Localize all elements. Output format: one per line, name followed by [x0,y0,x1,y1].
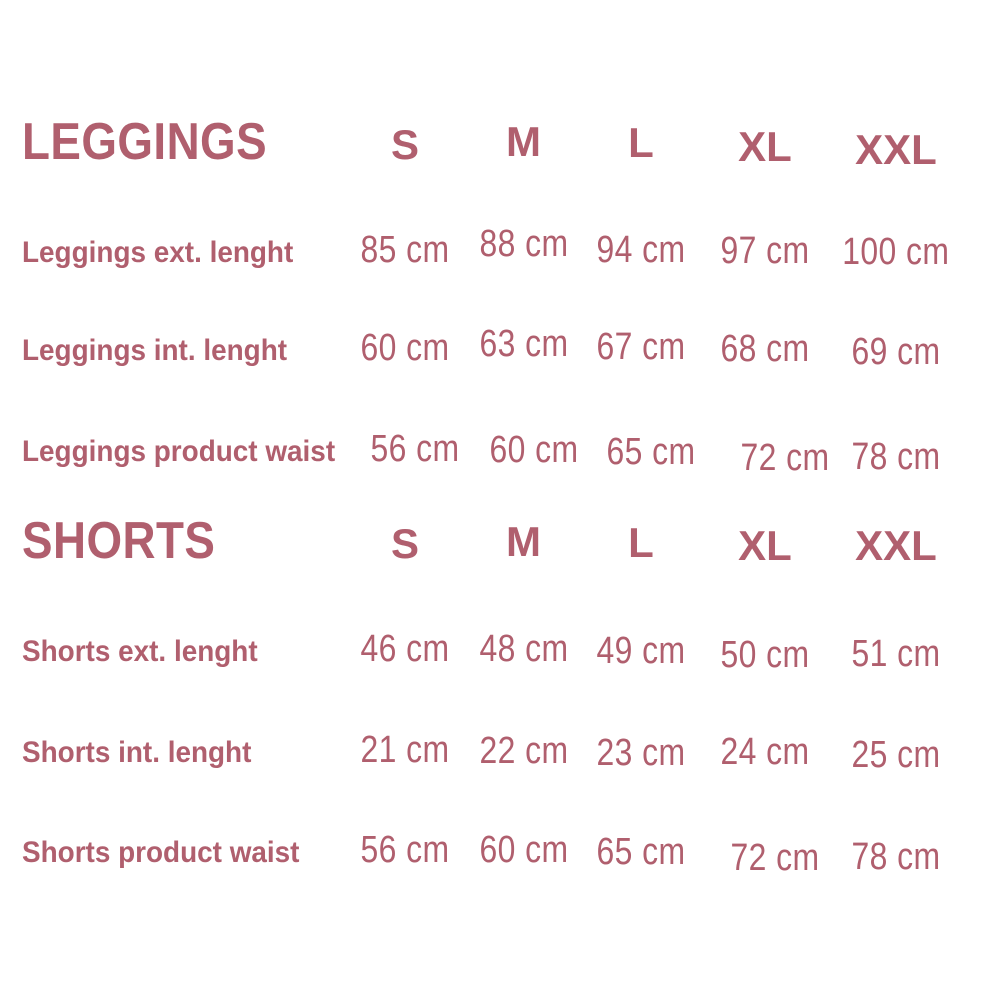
size-header-s: S [390,121,419,168]
size-value: 21 cm [360,729,450,771]
size-value: 88 cm [478,223,569,265]
size-value: 56 cm [360,829,450,871]
size-header-xxl: XXL [855,126,937,173]
size-value: 78 cm [851,836,941,878]
size-value: 65 cm [596,831,686,873]
size-value: 68 cm [720,328,810,370]
size-value: 46 cm [360,628,450,670]
measurement-row [0,323,962,373]
row-label: Shorts product waist [22,836,300,869]
measurement-row [0,223,962,273]
measurement-row [0,428,962,479]
size-value: 51 cm [851,633,941,675]
shorts-section-title: SHORTS [22,512,216,570]
measurement-row [0,829,962,879]
row-label: Shorts int. lenght [22,736,252,769]
size-value: 23 cm [596,732,686,774]
size-value: 97 cm [720,230,810,272]
size-value: 24 cm [720,731,810,773]
size-value: 22 cm [478,730,569,772]
size-header-xl: XL [738,123,792,170]
leggings-section-title: LEGGINGS [22,113,268,171]
size-value: 50 cm [720,634,810,676]
size-value: 60 cm [488,429,579,471]
size-value: 94 cm [596,229,686,271]
size-value: 25 cm [851,734,941,776]
size-value: 69 cm [851,331,941,373]
size-value: 56 cm [370,428,460,470]
size-header-xl: XL [738,522,792,569]
leggings-header-row [0,113,962,173]
size-value: 60 cm [360,327,450,369]
size-value: 49 cm [596,630,686,672]
size-value: 65 cm [606,431,696,473]
size-header-m: M [506,118,541,165]
size-value: 72 cm [730,837,820,879]
row-label: Leggings product waist [22,435,336,468]
size-value: 63 cm [478,323,569,365]
size-header-xxl: XXL [855,522,937,569]
size-value: 48 cm [478,628,569,670]
size-value: 100 cm [842,231,950,273]
size-header-s: S [390,520,419,567]
size-value: 78 cm [851,436,941,478]
row-label: Shorts ext. lenght [22,635,258,668]
size-value: 67 cm [596,326,686,368]
size-header-m: M [506,518,541,565]
size-value: 72 cm [740,437,830,479]
measurement-row [0,729,962,776]
size-value: 85 cm [360,229,450,271]
shorts-header-row [0,512,962,570]
row-label: Leggings ext. lenght [22,236,294,269]
measurement-row [0,628,962,676]
size-header-l: L [628,519,654,566]
size-header-l: L [628,119,654,166]
size-value: 60 cm [478,829,569,871]
row-label: Leggings int. lenght [22,334,288,367]
